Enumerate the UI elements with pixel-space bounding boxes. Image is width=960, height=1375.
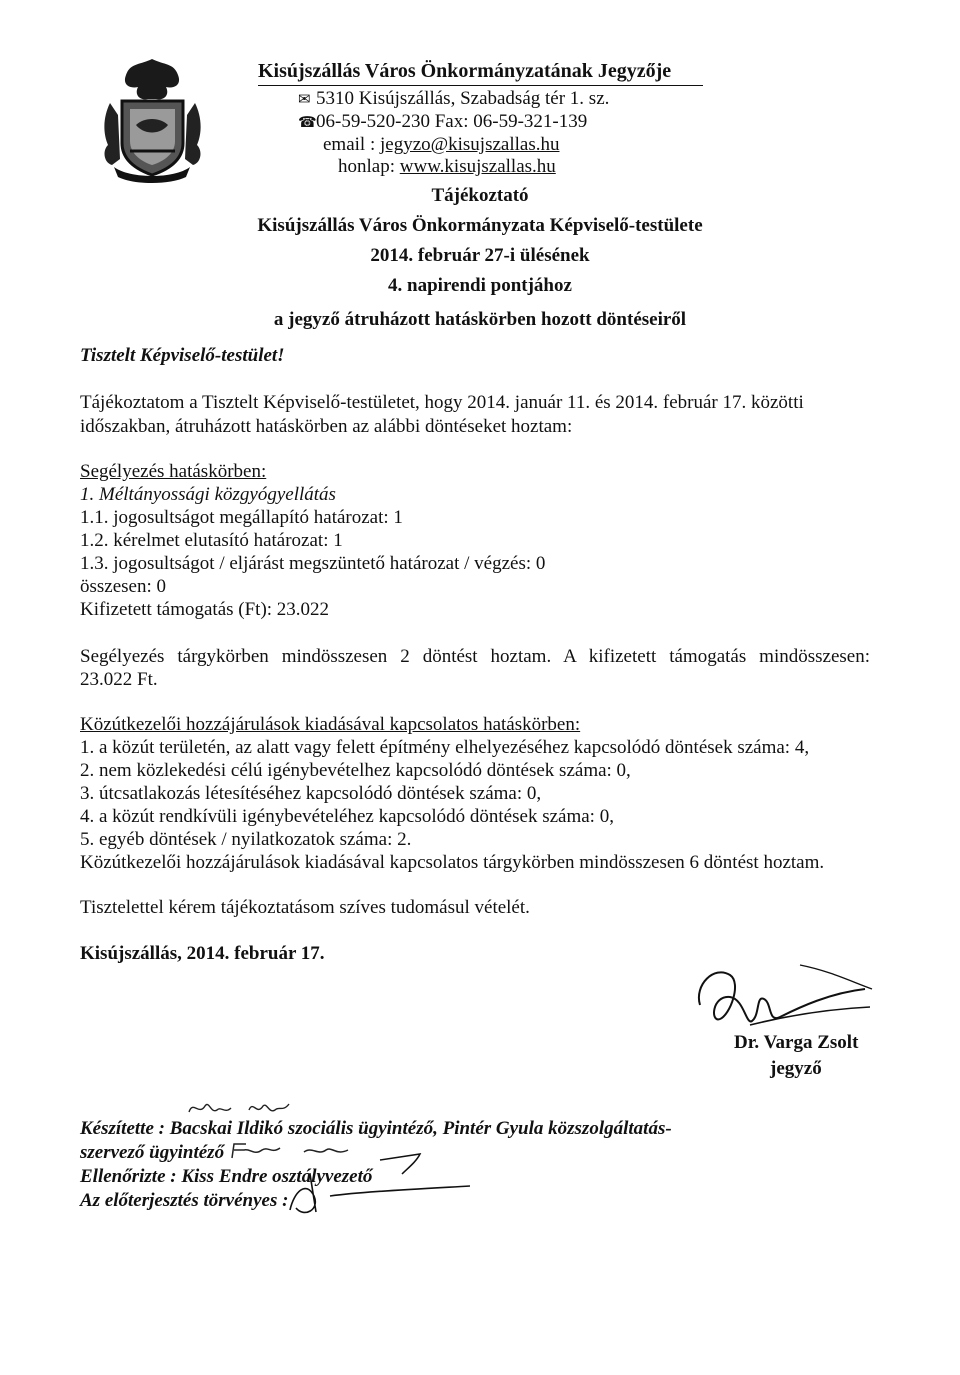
title-line-2: Kisújszállás Város Önkormányzata Képviselő-testülete (257, 215, 703, 236)
section1-item: 1.3. jogosultságot / eljárást megszüntető határozat / végzés: 0 (80, 553, 546, 574)
title-line-1: Tájékoztató (431, 185, 529, 206)
signature-icon (690, 945, 890, 1045)
intro-line-1: Tájékoztatom a Tisztelt Képviselő-testületet, hogy 2014. január 11. és 2014. február 17. közötti (80, 392, 804, 413)
email-link[interactable]: jegyzo@kisujszallas.hu (379, 134, 560, 155)
web-label: honlap: (338, 156, 400, 177)
section2-item: 2. nem közlekedési célú igénybevételhez kapcsolódó döntések száma: 0, (80, 760, 631, 781)
signature-icon (270, 1140, 470, 1220)
salutation: Tisztelt Képviselő-testület! (80, 345, 285, 366)
section2-item: 4. a közút rendkívüli igénybevételéhez kapcsolódó döntések száma: 0, (80, 806, 614, 827)
title-line-5: a jegyző átruházott hatáskörben hozott döntéseiről (273, 309, 687, 330)
intro-line-2: időszakban, átruházott hatáskörben az alábbi döntéseket hoztam: (80, 416, 573, 437)
web-link[interactable]: www.kisujszallas.hu (399, 156, 556, 177)
section1-item: Kifizetett támogatás (Ft): 23.022 (80, 599, 330, 620)
document-title (255, 183, 705, 337)
prepared-by-line-1: Készítette : Bacskai Ildikó szociális ügyintéző, Pintér Gyula közszolgáltatás- (80, 1118, 672, 1139)
closing-text: Tisztelettel kérem tájékoztatásom szíves tudomásul vételét. (80, 897, 530, 918)
section1-item: összesen: 0 (80, 576, 167, 597)
phone: 06-59-520-230 Fax: 06-59-321-139 (316, 111, 588, 132)
header-rule (258, 85, 703, 86)
section1-heading: Segélyezés hatáskörben: (80, 461, 267, 482)
handwritten-initials-icon (185, 1096, 295, 1120)
section2-summary: Közútkezelői hozzájárulások kiadásával kapcsolatos tárgykörben mindösszesen 6 döntést hoztam. (80, 852, 825, 873)
org-title: Kisújszállás Város Önkormányzatának Jegyzője (258, 60, 672, 82)
section2-item: 3. útcsatlakozás létesítéséhez kapcsolódó döntések száma: 0, (80, 783, 542, 804)
title-line-4: 4. napirendi pontjához (388, 275, 572, 296)
section2-item: 5. egyéb döntések / nyilatkozatok száma: 2. (80, 829, 412, 850)
signatory-name: Dr. Varga Zsolt (734, 1032, 859, 1053)
signatory-role: jegyző (770, 1058, 822, 1079)
section2-heading: Közútkezelői hozzájárulások kiadásával kapcsolatos hatáskörben: (80, 714, 581, 735)
section1-subheading: 1. Méltányossági közgyógyellátás (80, 484, 336, 505)
phone-line (258, 111, 703, 134)
title-line-3: 2014. február 27-i ülésének (370, 245, 590, 266)
section1-item: 1.2. kérelmet elutasító határozat: 1 (80, 530, 343, 551)
section1-summary-line-2: 23.022 Ft. (80, 669, 158, 690)
section2-item: 1. a közút területén, az alatt vagy felett építmény elhelyezéséhez kapcsolódó döntések száma: 4, (80, 737, 810, 758)
legal-check: Az előterjesztés törvényes : (80, 1190, 289, 1211)
email-label: email : (323, 134, 380, 155)
address-line (258, 88, 703, 111)
email-line (258, 134, 703, 156)
place-date: Kisújszállás, 2014. február 17. (80, 943, 325, 964)
city-crest-icon (100, 55, 205, 185)
prepared-by-line-2: szervező ügyintéző (80, 1142, 225, 1163)
checked-by: Ellenőrizte : Kiss Endre osztályvezető (80, 1166, 373, 1187)
web-line (258, 156, 703, 178)
phone-icon: ☎ (298, 115, 317, 131)
envelope-icon: ✉ (298, 92, 311, 108)
address: 5310 Kisújszállás, Szabadság tér 1. sz. (316, 88, 610, 109)
letterhead (258, 60, 703, 178)
section1-summary-line-1: Segélyezés tárgykörben mindösszesen 2 döntést hoztam. A kifizetett támogatás mindösszesen: (80, 646, 870, 667)
section1-item: 1.1. jogosultságot megállapító határozat: 1 (80, 507, 403, 528)
